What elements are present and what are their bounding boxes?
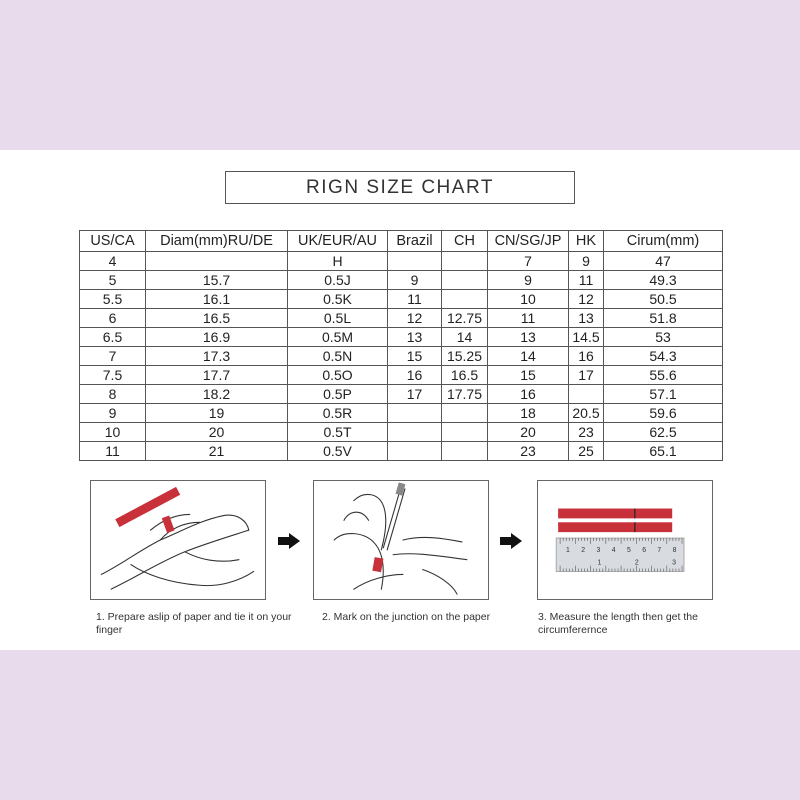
table-cell: 54.3 — [604, 347, 723, 366]
table-cell: 14.5 — [569, 328, 604, 347]
table-cell — [388, 442, 442, 461]
ruler-label: 2 — [581, 546, 586, 554]
ruler-label: 6 — [642, 546, 647, 554]
table-cell — [388, 404, 442, 423]
table-cell: H — [288, 252, 388, 271]
table-cell — [442, 404, 488, 423]
step-2-caption: 2. Mark on the junction on the paper — [322, 611, 491, 623]
table-cell: 0.5K — [288, 290, 388, 309]
table-cell: 14 — [488, 347, 569, 366]
table-row — [80, 366, 723, 385]
table-cell: 5 — [80, 271, 146, 290]
header-uk-eur-au: UK/EUR/AU — [288, 231, 388, 252]
table-cell: 11 — [80, 442, 146, 461]
table-row — [80, 404, 723, 423]
table-cell: 16 — [488, 385, 569, 404]
table-row — [80, 328, 723, 347]
table-cell: 0.5J — [288, 271, 388, 290]
table-cell: 18.2 — [146, 385, 288, 404]
header-ch: CH — [442, 231, 488, 252]
table-cell — [388, 252, 442, 271]
table-cell: 17.7 — [146, 366, 288, 385]
table-cell: 13 — [569, 309, 604, 328]
table-cell: 7 — [488, 252, 569, 271]
table-cell: 16.5 — [442, 366, 488, 385]
table-cell: 0.5M — [288, 328, 388, 347]
table-cell: 21 — [146, 442, 288, 461]
table-cell: 6.5 — [80, 328, 146, 347]
table-cell: 0.5O — [288, 366, 388, 385]
table-cell: 17.3 — [146, 347, 288, 366]
table-cell: 4 — [80, 252, 146, 271]
header-brazil: Brazil — [388, 231, 442, 252]
table-cell: 11 — [388, 290, 442, 309]
ruler-label: 1 — [597, 559, 602, 567]
table-cell: 7 — [80, 347, 146, 366]
table-cell: 6 — [80, 309, 146, 328]
ruler-label: 3 — [596, 546, 601, 554]
table-cell: 13 — [488, 328, 569, 347]
header-us-ca: US/CA — [80, 231, 146, 252]
ruler-label: 7 — [657, 546, 662, 554]
table-cell — [442, 423, 488, 442]
table-cell — [569, 385, 604, 404]
step-3-illustration — [537, 480, 713, 600]
table-cell: 23 — [569, 423, 604, 442]
table-cell: 7.5 — [80, 366, 146, 385]
table-cell: 16.5 — [146, 309, 288, 328]
table-row — [80, 347, 723, 366]
table-cell: 19 — [146, 404, 288, 423]
table-cell: 16.1 — [146, 290, 288, 309]
table-cell: 59.6 — [604, 404, 723, 423]
hand-marking-paper-icon — [314, 481, 488, 599]
step-1-caption: 1. Prepare aslip of paper and tie it on your finger — [96, 611, 292, 636]
table-body — [80, 252, 723, 461]
paper-strip-top — [558, 509, 672, 519]
header-hk: HK — [569, 231, 604, 252]
table-cell: 15.25 — [442, 347, 488, 366]
table-cell: 12 — [569, 290, 604, 309]
paper-strip-bottom — [558, 522, 672, 532]
step-3-caption: 3. Measure the length then get the circumferernce — [538, 611, 698, 636]
ruler-label: 3 — [672, 559, 677, 567]
table-cell — [442, 271, 488, 290]
chart-title: RIGN SIZE CHART — [225, 171, 575, 204]
header-circumference: Cirum(mm) — [604, 231, 723, 252]
table-cell: 15 — [488, 366, 569, 385]
table-row — [80, 442, 723, 461]
header-cn-sg-jp: CN/SG/JP — [488, 231, 569, 252]
ruler-measure-icon — [538, 481, 712, 599]
ruler-label: 1 — [566, 546, 570, 554]
step-1-illustration — [90, 480, 266, 600]
ruler-label: 2 — [634, 559, 639, 567]
table-cell: 20.5 — [569, 404, 604, 423]
ring-size-table — [79, 230, 723, 461]
table-cell: 20 — [488, 423, 569, 442]
table-cell: 0.5N — [288, 347, 388, 366]
table-cell — [388, 423, 442, 442]
table-row — [80, 385, 723, 404]
step-2-illustration — [313, 480, 489, 600]
table-cell: 5.5 — [80, 290, 146, 309]
measurement-steps — [0, 480, 800, 650]
table-cell: 0.5R — [288, 404, 388, 423]
table-cell: 0.5L — [288, 309, 388, 328]
table-cell: 9 — [80, 404, 146, 423]
table-cell — [442, 290, 488, 309]
table-cell — [442, 252, 488, 271]
arrow-right-icon — [278, 533, 300, 549]
table-cell: 15.7 — [146, 271, 288, 290]
hand-with-paper-strip-icon — [91, 481, 265, 599]
table-cell — [442, 442, 488, 461]
table-cell: 9 — [569, 252, 604, 271]
table-cell: 49.3 — [604, 271, 723, 290]
ruler-label: 4 — [611, 546, 616, 554]
header-diameter: Diam(mm)RU/DE — [146, 231, 288, 252]
table-cell: 11 — [488, 309, 569, 328]
table-cell: 9 — [388, 271, 442, 290]
table-cell: 14 — [442, 328, 488, 347]
table-cell: 0.5V — [288, 442, 388, 461]
table-row — [80, 423, 723, 442]
table-cell: 17 — [569, 366, 604, 385]
table-cell: 16 — [388, 366, 442, 385]
table-cell: 12 — [388, 309, 442, 328]
table-cell: 62.5 — [604, 423, 723, 442]
table-cell: 10 — [80, 423, 146, 442]
table-cell: 0.5T — [288, 423, 388, 442]
table-row — [80, 271, 723, 290]
table-cell: 51.8 — [604, 309, 723, 328]
size-chart-panel — [0, 150, 800, 650]
table-cell: 55.6 — [604, 366, 723, 385]
table-row — [80, 309, 723, 328]
table-cell: 25 — [569, 442, 604, 461]
table-row — [80, 252, 723, 271]
table-cell: 13 — [388, 328, 442, 347]
table-cell — [146, 252, 288, 271]
table-row — [80, 290, 723, 309]
ruler-label: 8 — [672, 546, 677, 554]
table-cell: 47 — [604, 252, 723, 271]
table-cell: 8 — [80, 385, 146, 404]
table-header-row — [80, 231, 723, 252]
table-cell: 0.5P — [288, 385, 388, 404]
table-cell: 9 — [488, 271, 569, 290]
table-cell: 18 — [488, 404, 569, 423]
table-cell: 10 — [488, 290, 569, 309]
table-cell: 16 — [569, 347, 604, 366]
table-cell: 65.1 — [604, 442, 723, 461]
table-cell: 57.1 — [604, 385, 723, 404]
table-cell: 15 — [388, 347, 442, 366]
table-cell: 20 — [146, 423, 288, 442]
table-cell: 12.75 — [442, 309, 488, 328]
table-cell: 17.75 — [442, 385, 488, 404]
table-cell: 23 — [488, 442, 569, 461]
table-cell: 53 — [604, 328, 723, 347]
table-cell: 17 — [388, 385, 442, 404]
ruler-label: 5 — [626, 546, 631, 554]
table-cell: 16.9 — [146, 328, 288, 347]
arrow-right-icon — [500, 533, 522, 549]
table-cell: 50.5 — [604, 290, 723, 309]
table-cell: 11 — [569, 271, 604, 290]
